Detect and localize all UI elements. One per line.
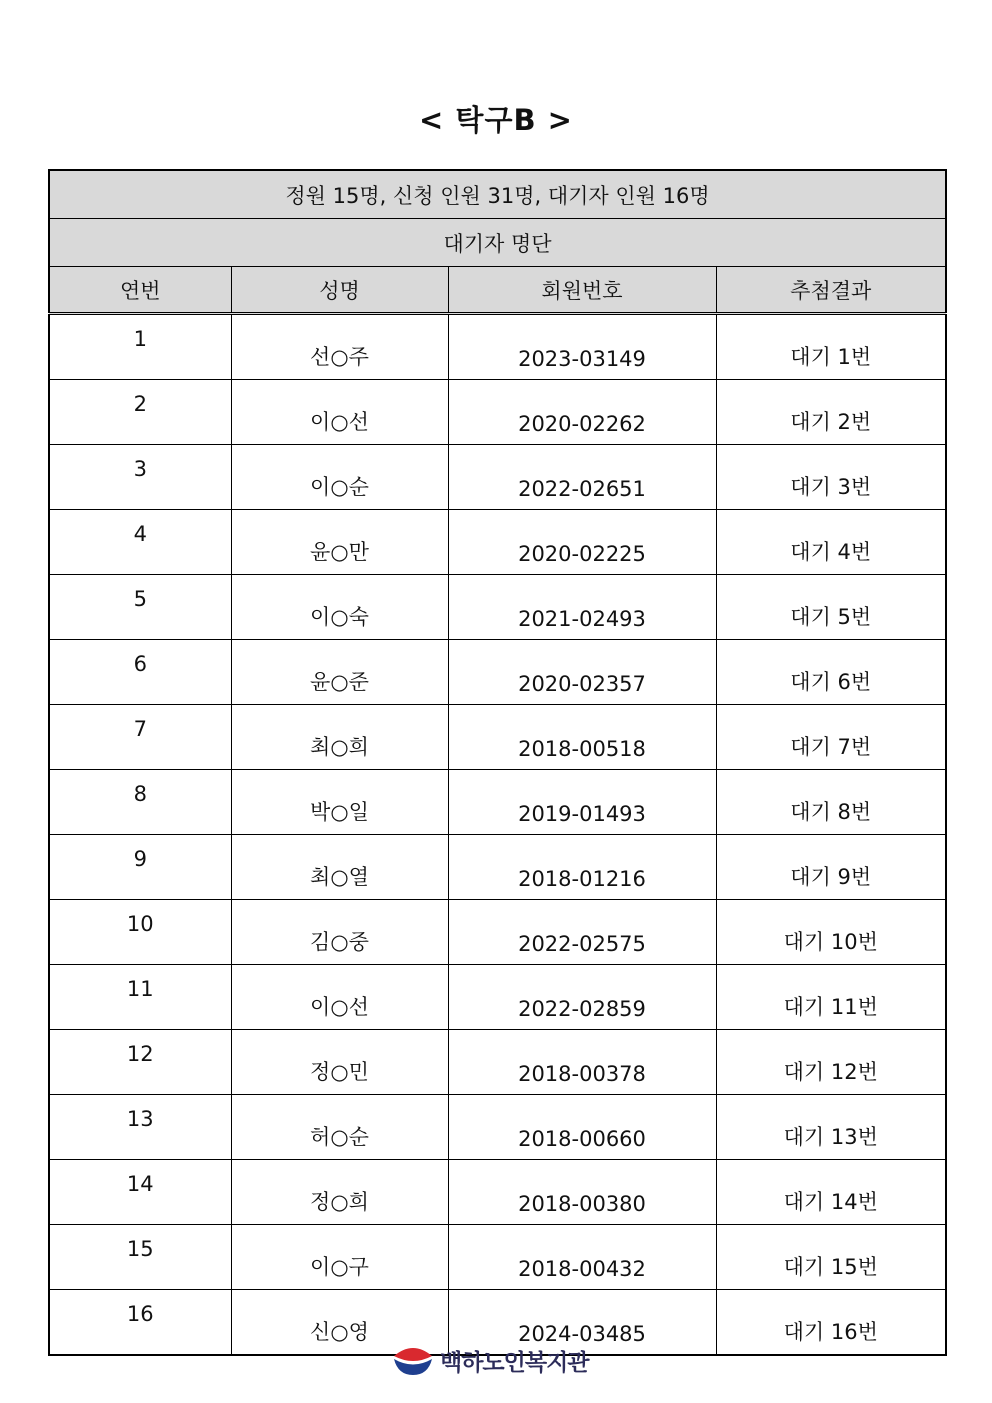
draw-result-cell: 대기 15번 [716,1225,946,1290]
table-subtitle: 대기자 명단 [49,219,946,267]
name-cell: 이○구 [231,1225,448,1290]
table-row [49,965,946,1030]
name-cell: 최○열 [231,835,448,900]
row-number-cell: 3 [49,445,231,510]
draw-result-cell: 대기 3번 [716,445,946,510]
member-number-cell: 2018-00518 [448,705,716,770]
draw-result-cell: 대기 5번 [716,575,946,640]
name-cell: 윤○만 [231,510,448,575]
draw-result-cell: 대기 10번 [716,900,946,965]
table-row [49,510,946,575]
table-row [49,1225,946,1290]
row-number-cell: 2 [49,380,231,445]
column-header-no: 연번 [49,267,231,314]
name-cell: 정○희 [231,1160,448,1225]
row-number-cell: 11 [49,965,231,1030]
member-number-cell: 2021-02493 [448,575,716,640]
table-row [49,640,946,705]
name-cell: 정○민 [231,1030,448,1095]
row-number-cell: 5 [49,575,231,640]
name-cell: 윤○준 [231,640,448,705]
member-number-cell: 2020-02357 [448,640,716,705]
name-cell: 이○선 [231,380,448,445]
name-cell: 이○순 [231,445,448,510]
table-row [49,835,946,900]
draw-result-cell: 대기 1번 [716,314,946,380]
column-header-row [49,267,946,314]
name-cell: 김○중 [231,900,448,965]
name-cell: 신○영 [231,1290,448,1356]
draw-result-cell: 대기 6번 [716,640,946,705]
name-cell: 허○순 [231,1095,448,1160]
member-number-cell: 2022-02575 [448,900,716,965]
waitlist-table [48,169,947,1356]
footer-logo [392,1340,602,1380]
member-number-cell: 2018-01216 [448,835,716,900]
member-number-cell: 2024-03485 [448,1290,716,1356]
draw-result-cell: 대기 14번 [716,1160,946,1225]
row-number-cell: 7 [49,705,231,770]
draw-result-cell: 대기 11번 [716,965,946,1030]
member-number-cell: 2018-00660 [448,1095,716,1160]
draw-result-cell: 대기 2번 [716,380,946,445]
member-number-cell: 2018-00378 [448,1030,716,1095]
table-row [49,1030,946,1095]
draw-result-cell: 대기 7번 [716,705,946,770]
draw-result-cell: 대기 4번 [716,510,946,575]
member-number-cell: 2019-01493 [448,770,716,835]
table-row [49,1095,946,1160]
row-number-cell: 16 [49,1290,231,1356]
row-number-cell: 15 [49,1225,231,1290]
row-number-cell: 4 [49,510,231,575]
name-cell: 최○희 [231,705,448,770]
row-number-cell: 1 [49,314,231,380]
draw-result-cell: 대기 8번 [716,770,946,835]
member-number-cell: 2022-02859 [448,965,716,1030]
member-number-cell: 2020-02225 [448,510,716,575]
row-number-cell: 8 [49,770,231,835]
draw-result-cell: 대기 9번 [716,835,946,900]
table-row [49,770,946,835]
column-header-member-no: 회원번호 [448,267,716,314]
footer-logo-text: 백하노인복지관 [440,1348,589,1376]
summary-row [49,170,946,219]
table-row [49,575,946,640]
name-cell: 이○숙 [231,575,448,640]
member-number-cell: 2023-03149 [448,314,716,380]
row-number-cell: 14 [49,1160,231,1225]
table-body [49,314,946,1356]
member-number-cell: 2018-00432 [448,1225,716,1290]
row-number-cell: 13 [49,1095,231,1160]
table-row [49,445,946,510]
draw-result-cell: 대기 12번 [716,1030,946,1095]
row-number-cell: 9 [49,835,231,900]
welfare-center-emblem-icon [392,1344,434,1376]
table-row [49,380,946,445]
row-number-cell: 6 [49,640,231,705]
member-number-cell: 2018-00380 [448,1160,716,1225]
row-number-cell: 10 [49,900,231,965]
draw-result-cell: 대기 13번 [716,1095,946,1160]
name-cell: 이○선 [231,965,448,1030]
column-header-name: 성명 [231,267,448,314]
table-row [49,314,946,380]
summary-text: 정원 15명, 신청 인원 31명, 대기자 인원 16명 [49,170,946,219]
name-cell: 박○일 [231,770,448,835]
member-number-cell: 2022-02651 [448,445,716,510]
subtitle-row [49,219,946,267]
draw-result-cell: 대기 16번 [716,1290,946,1356]
table-row [49,1160,946,1225]
member-number-cell: 2020-02262 [448,380,716,445]
row-number-cell: 12 [49,1030,231,1095]
column-header-result: 추첨결과 [716,267,946,314]
page-title: < 탁구B > [419,103,573,137]
table-row [49,900,946,965]
name-cell: 선○주 [231,314,448,380]
table-row [49,705,946,770]
